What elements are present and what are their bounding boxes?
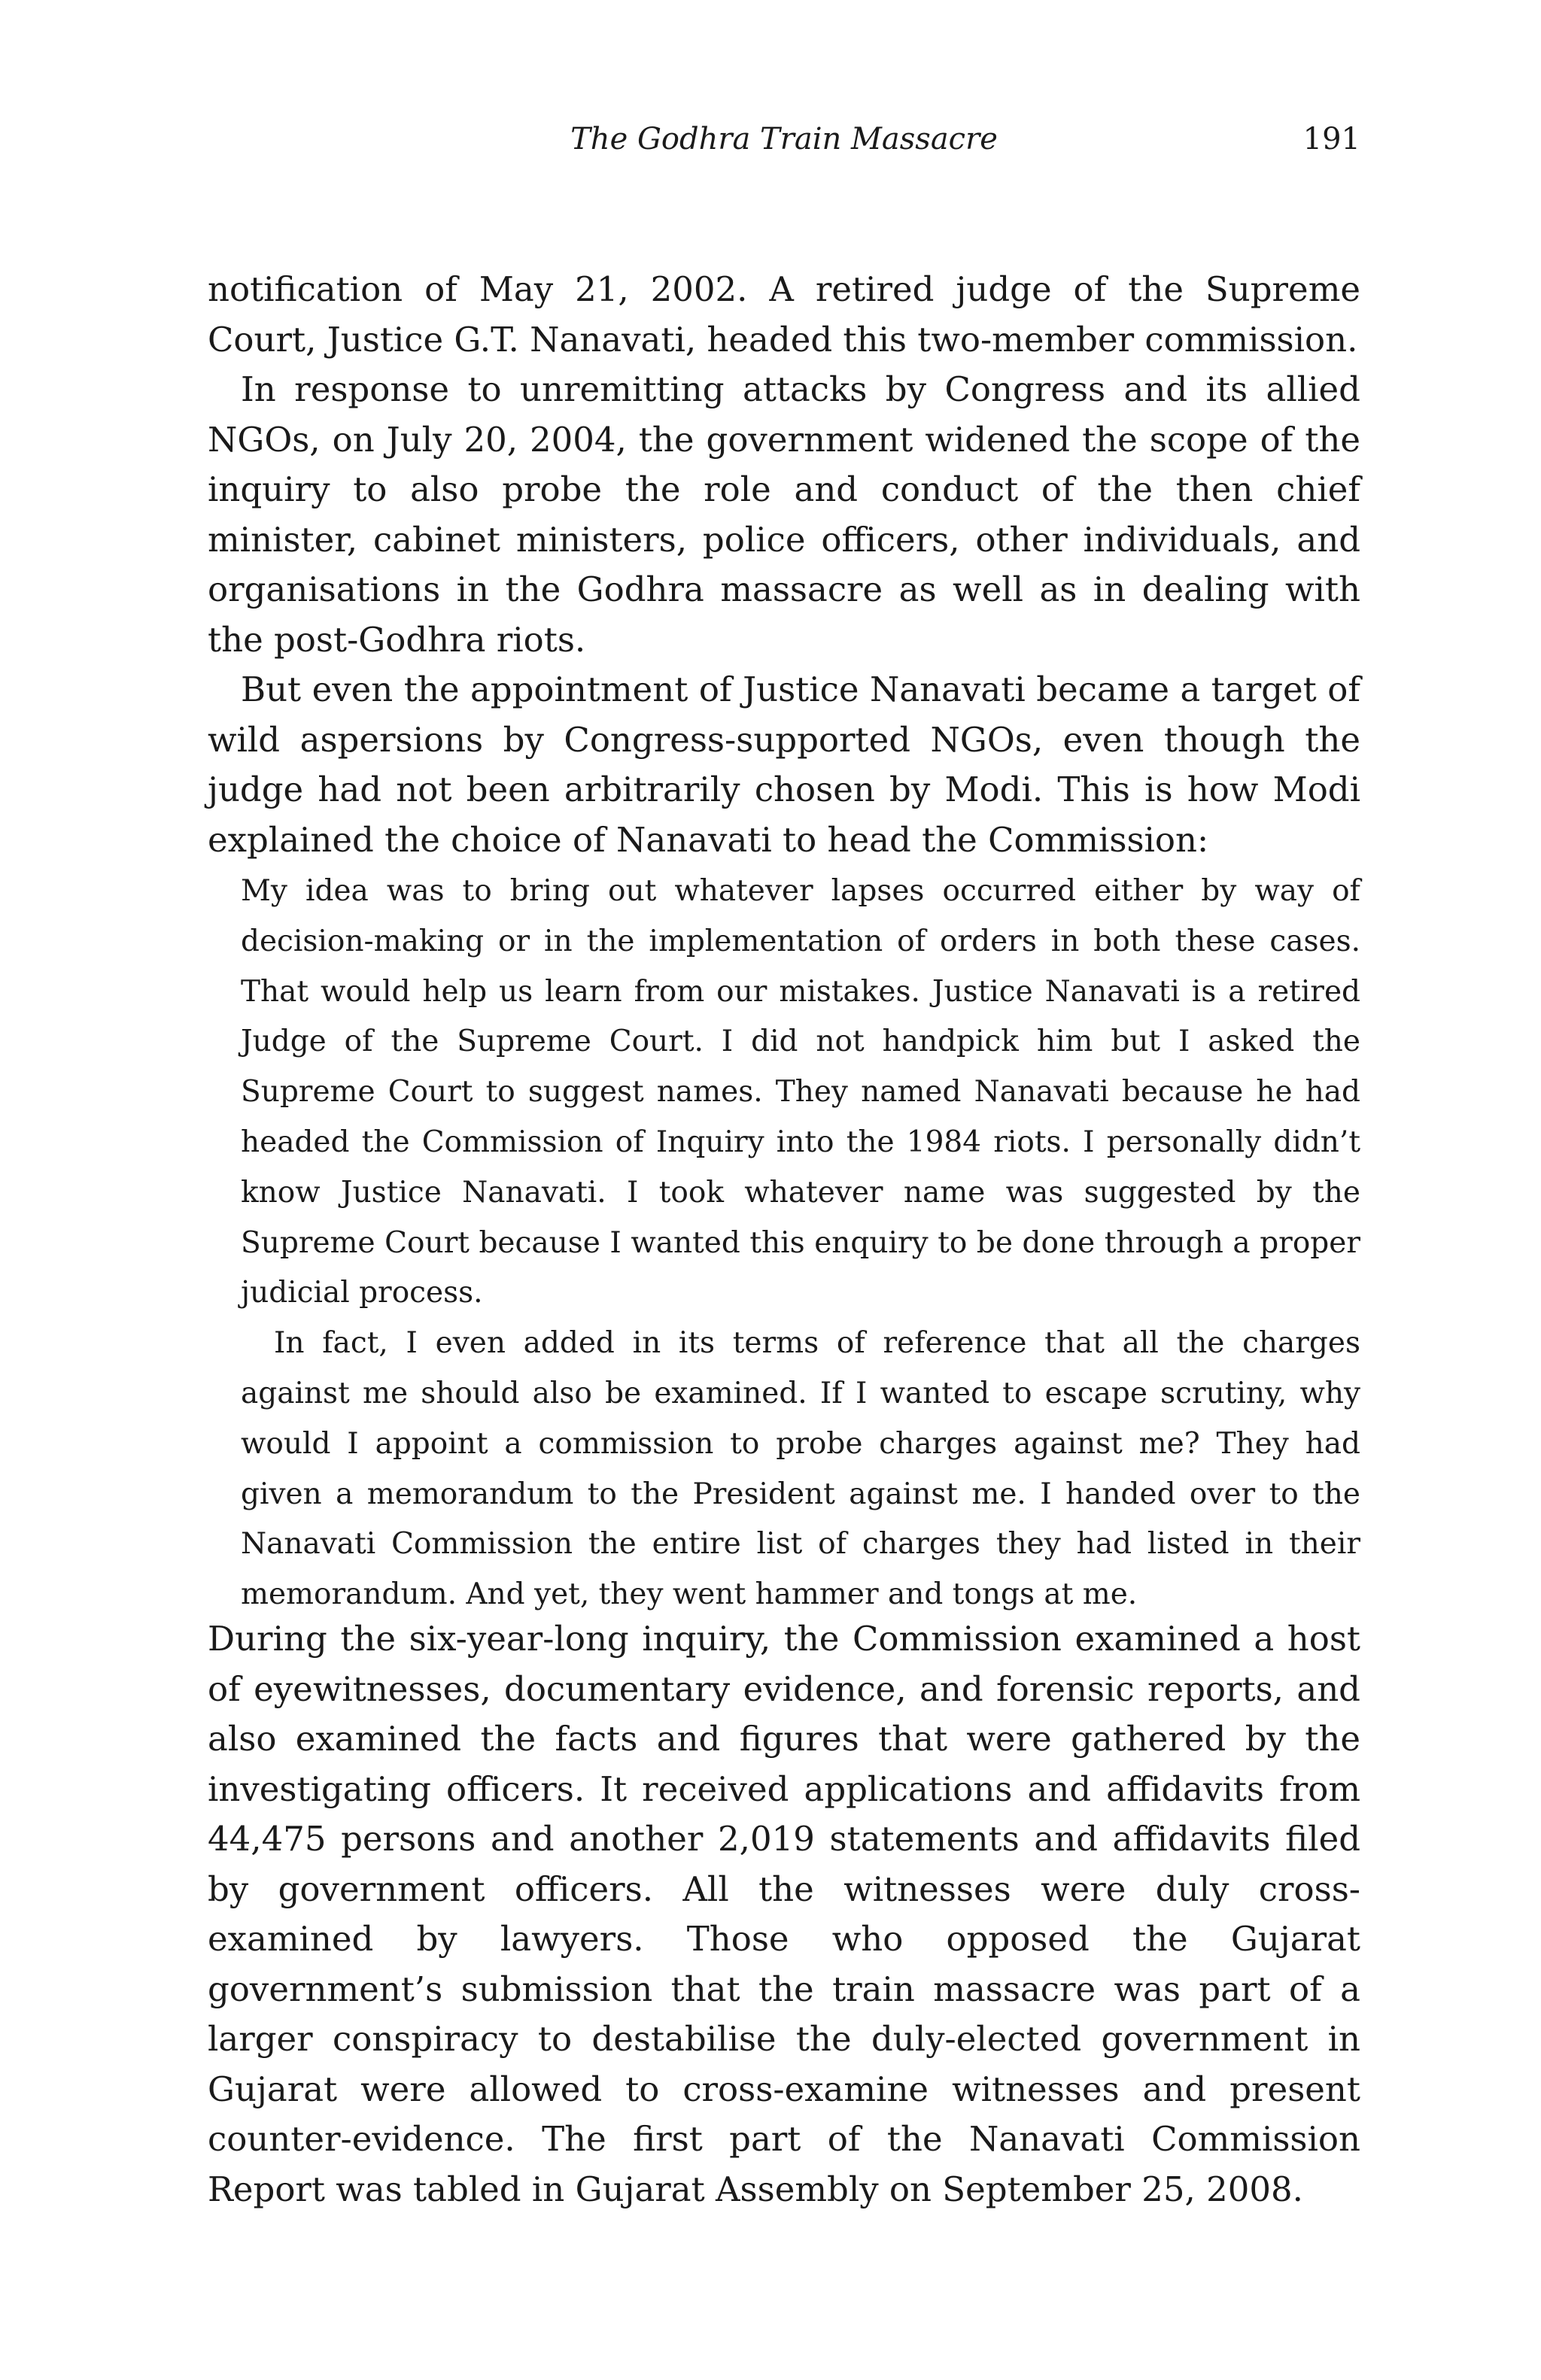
running-head: [208, 113, 1360, 165]
page-number: 191: [1302, 122, 1360, 156]
quote-paragraph: My idea was to bring out whatever lapses occurred either by way of decision-making or in the implementation of orders in both these cases. That would help us learn from our mistakes. Justice Nanavati is a retired Judge of the Supreme Court. I did not handpick him but I asked the Supreme Court to suggest names. They named Nanavati because he had headed the Commission of Inquiry into the 1984 riots. I personally didn’t know Justice Nanavati. I took whatever name was suggested by the Supreme Court because I wanted this enquiry to be done through a proper judicial process.: [241, 874, 1360, 1310]
quote-paragraph: In fact, I even added in its terms of reference that all the charges against me should also be examined. If I wanted to escape scrutiny, why would I appoint a commission to probe charges against me? They had given a memorandum to the President against me. I handed over to the Nanavati Commission the entire list of charges they had listed in their memorandum. And yet, they went hammer and tongs at me.: [241, 1326, 1360, 1612]
block-quote: [241, 867, 1360, 1620]
body-text-bottom: [208, 1614, 1360, 2215]
paragraph: But even the appointment of Justice Nanavati became a target of wild aspersions by Congress-supported NGOs, even though the judge had not been arbitrarily chosen by Modi. This is how Modi explained the choice of Nanavati to head the Commission:: [208, 669, 1360, 860]
paragraph: notification of May 21, 2002. A retired judge of the Supreme Court, Justice G.T. Nanavati, headed this two-member commission.: [208, 269, 1360, 360]
paragraph: During the six-year-long inquiry, the Commission examined a host of eyewitnesses, documentary evidence, and forensic reports, and also examined the facts and figures that were gathered by the investigating officers. It received applications and affidavits from 44,475 persons and another 2,019 statements and affidavits filed by government officers. All the witnesses were duly cross-examined by lawyers. Those who opposed the Gujarat government’s submission that the train massacre was part of a larger conspiracy to destabilise the duly-elected government in Gujarat were allowed to cross-examine witnesses and present counter-evidence. The first part of the Nanavati Commission Report was tabled in Gujarat Assembly on September 25, 2008.: [208, 1619, 1360, 2209]
body-text-top: [208, 265, 1360, 865]
paragraph: In response to unremitting attacks by Congress and its allied NGOs, on July 20, 2004, the government widened the scope of the inquiry to also probe the role and conduct of the then chief minister, cabinet ministers, police officers, other individuals, and organisations in the Godhra massacre as well as in dealing with the post-Godhra riots.: [208, 369, 1360, 660]
running-title: The Godhra Train Massacre: [570, 122, 998, 156]
